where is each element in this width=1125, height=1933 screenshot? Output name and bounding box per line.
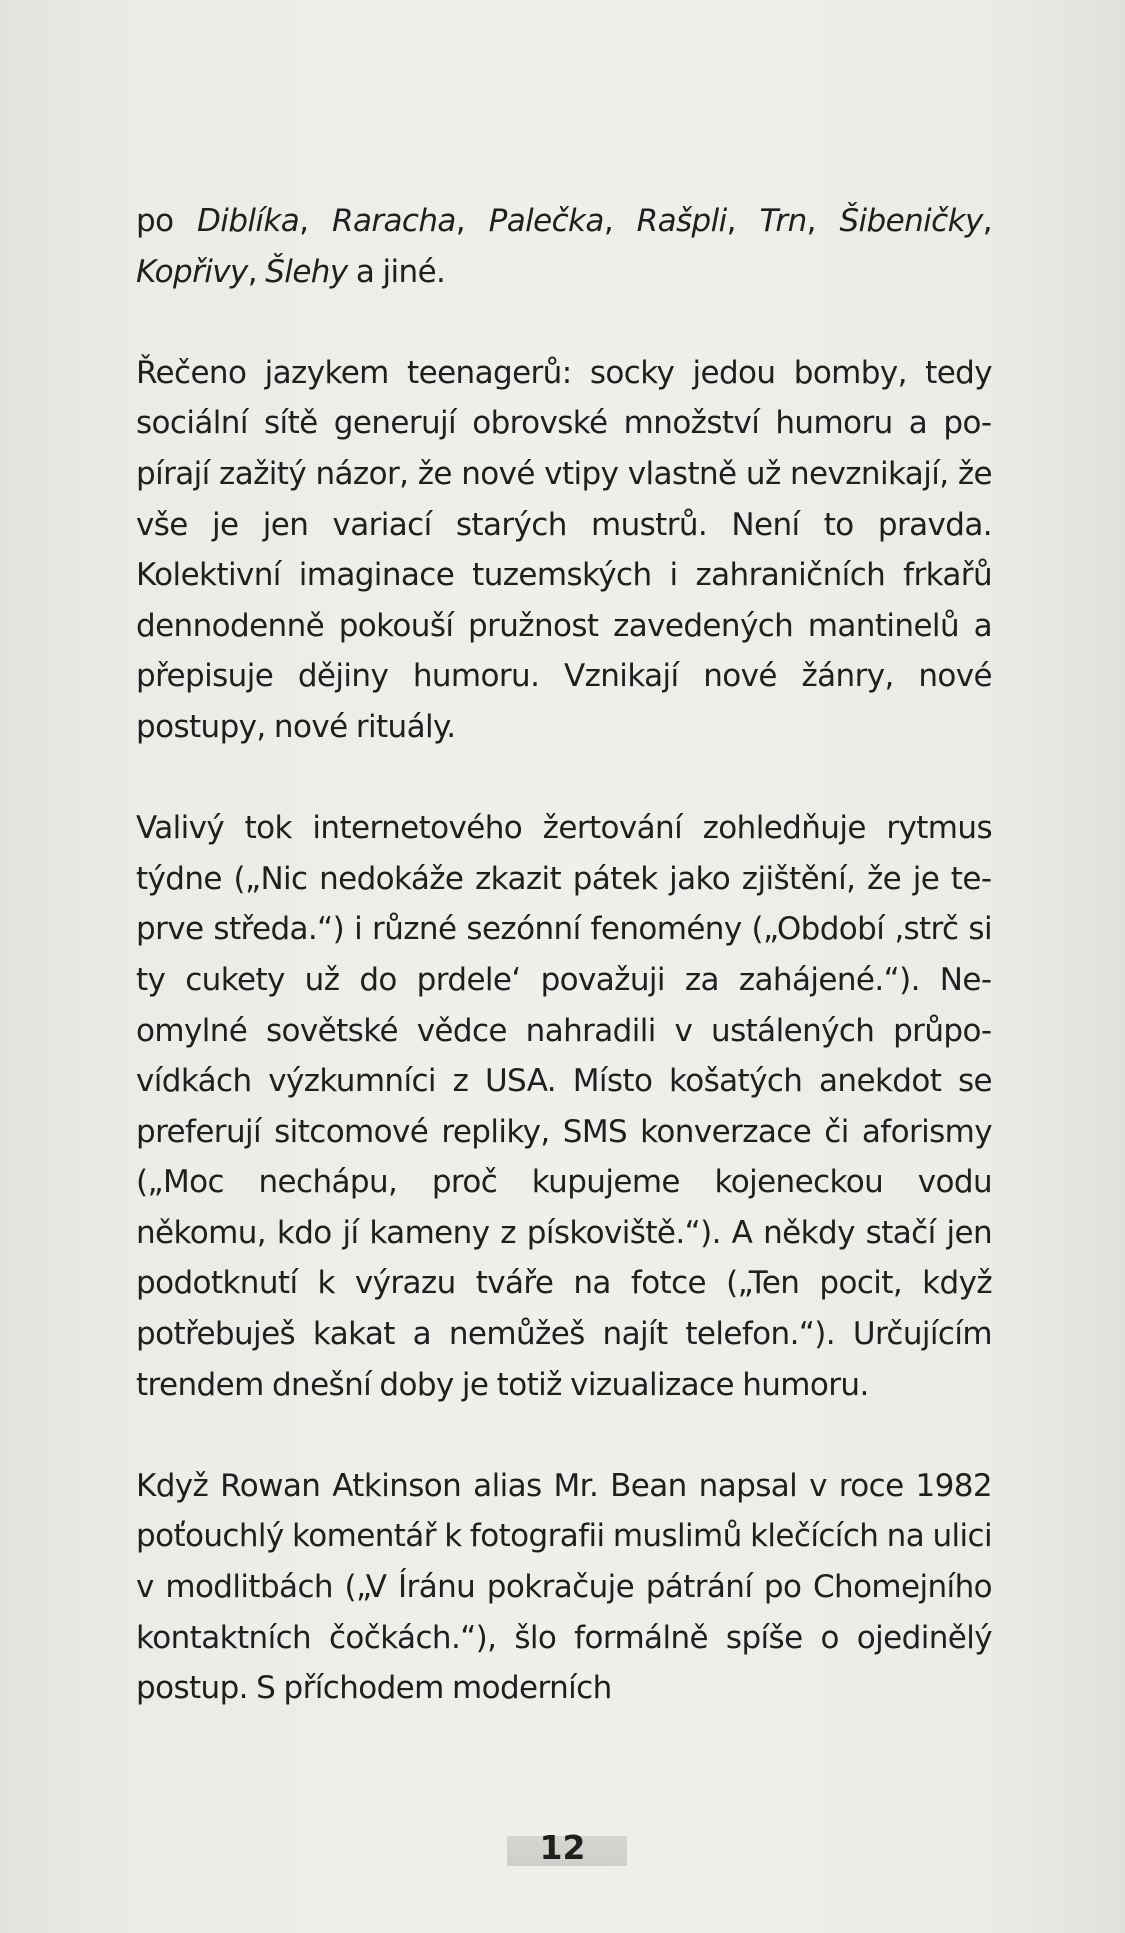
paragraph-4 <box>136 1461 992 1714</box>
paragraph-2 <box>136 348 992 753</box>
italic-title: Šlehy <box>265 253 348 290</box>
paragraph-1 <box>136 196 992 297</box>
italic-title: Kopřivy <box>136 253 248 290</box>
text-run: a jiné. <box>347 253 446 290</box>
body-text <box>136 196 992 1764</box>
text-run: , <box>247 253 266 290</box>
italic-title: Rašpli <box>636 203 727 239</box>
text-run: , <box>299 203 333 239</box>
text-run: , <box>982 203 992 239</box>
text-run: Valivý tok internetového žertování zohledňuje rytmus týdne („Nic nedokáže zkazit pátek jako zjištění, že je teprve středa.“) i různé sezónní fenomény („Období ‚strč si ty cukety už do prdele‘ považuji za zahájené.“). Neomylné sovětské vědce nahradili v ustálených průpovídkách výzkumníci z USA. Místo košatých anekdot se preferují sitcomové repliky, SMS konverzace či aforismy („Moc nechápu, proč kupujeme kojeneckou vodu někomu, kdo jí kameny z pískoviště.“). A někdy stačí jen podotknutí k výrazu tváře na fotce („Ten pocit, když potřebuješ kakat a nemůžeš najít telefon.“). Určujícím trendem dnešní doby je totiž vizualizace humoru. <box>136 810 992 1403</box>
text-run: , <box>455 203 489 239</box>
italic-title: Šibeničky <box>839 203 983 239</box>
text-run: po <box>136 203 198 239</box>
text-run: Řečeno jazykem teenagerů: socky jedou bomby, tedy sociální sítě generují obrovské množství humoru a popírají zažitý názor, že nové vtipy vlastně už nevznikají, že vše je jen variací starých mustrů. Není to pravda. Kolektivní imaginace tuzemských i zahraničních frkařů dennodenně pokouší pružnost zavedených mantinelů a přepisuje dějiny humoru. Vznikají nové žánry, nové postupy, nové rituály. <box>136 354 992 745</box>
text-run: , <box>603 203 637 239</box>
paragraph-3 <box>136 803 992 1410</box>
page-number: 12 <box>539 1828 586 1867</box>
italic-title: Trn <box>759 203 807 239</box>
text-run: , <box>726 203 760 239</box>
italic-title: Raracha <box>332 203 456 239</box>
italic-title: Diblíka <box>197 203 300 239</box>
italic-title: Palečka <box>488 203 604 239</box>
text-run: Když Rowan Atkinson alias Mr. Bean napsal v roce 1982 poťouchlý komentář k fotografii muslimů klečících na ulici v modlitbách („V Íránu pokračuje pátrání po Chomejního kontaktních čočkách.“), šlo formálně spíše o ojedinělý postup. S příchodem moderních <box>136 1467 992 1707</box>
text-run: , <box>806 203 840 239</box>
